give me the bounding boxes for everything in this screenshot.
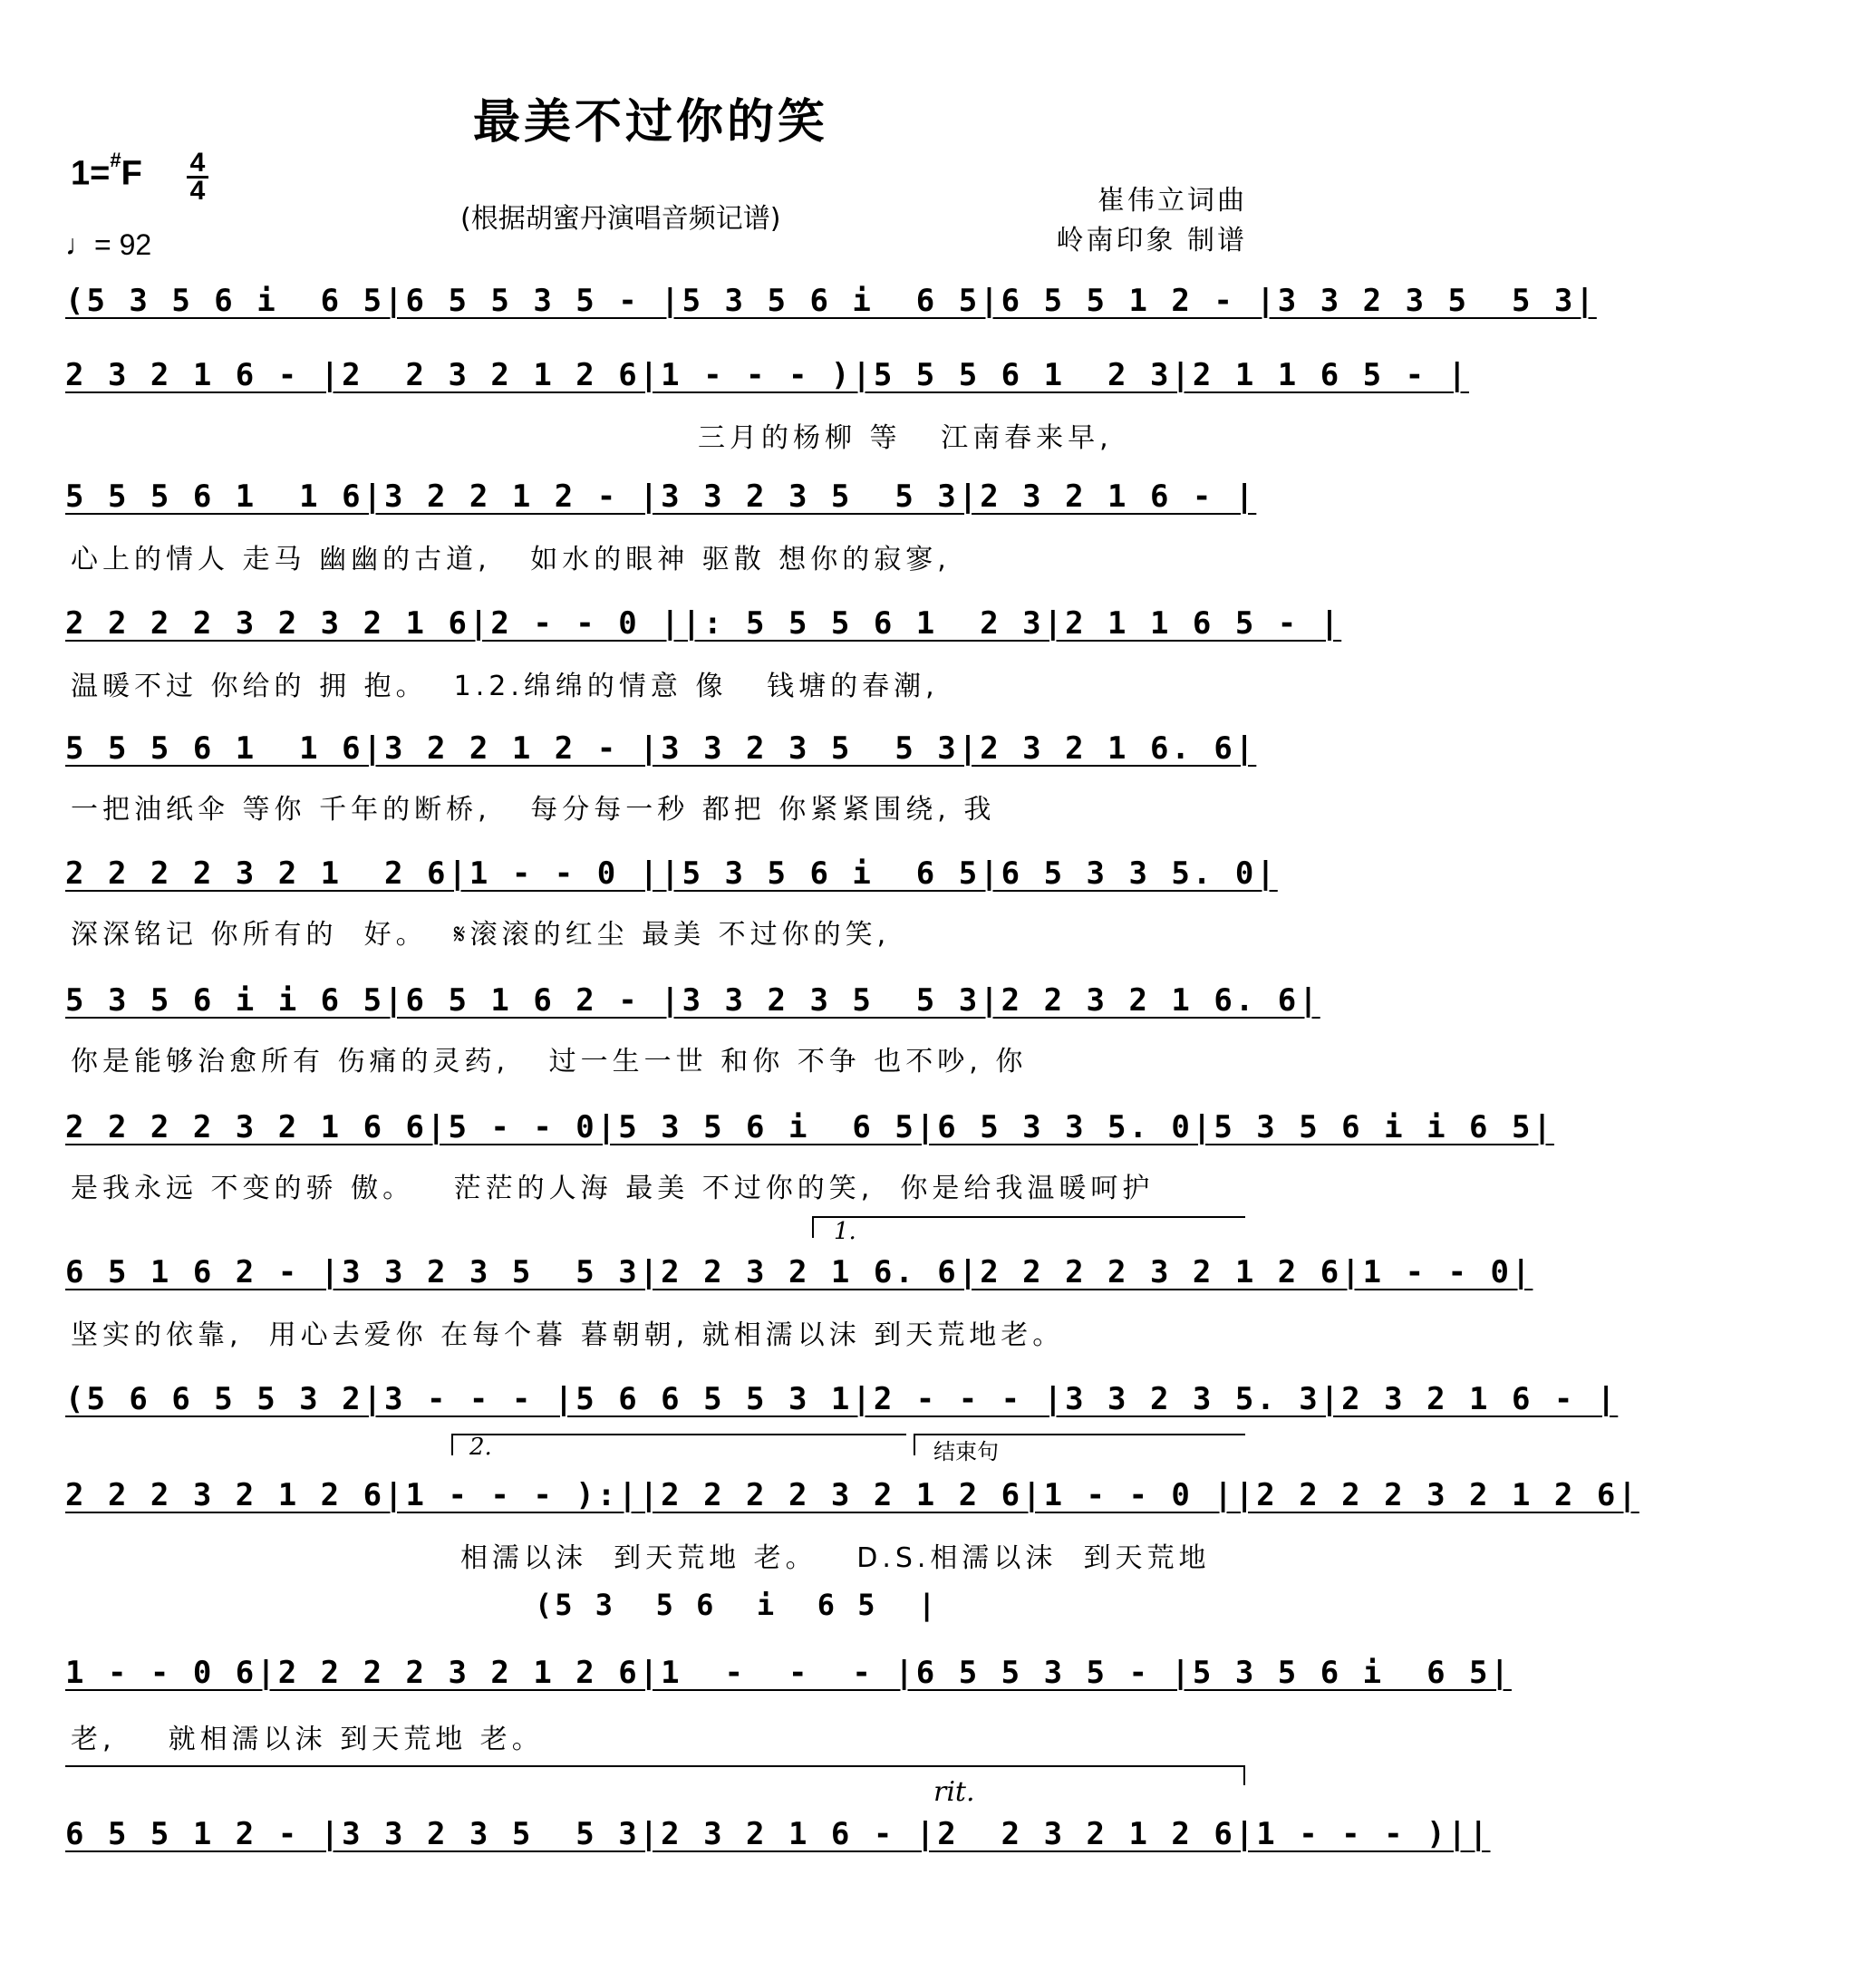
- score-line-11: 2 2 2 3 2 1 2 6|1 - - - ):||2 2 2 2 3 2 1 2 6|1 - - 0 ||2 2 2 2 3 2 1 2 6|: [65, 1477, 1639, 1513]
- volta-2-label: 2.: [469, 1434, 492, 1461]
- volta-2-bracket: [451, 1434, 906, 1455]
- ending-bracket: [65, 1765, 1245, 1785]
- tempo-marking: ♩= 92: [65, 228, 152, 261]
- lyric-line-8: 坚实的依靠, 用心去爱你 在每个暮 暮朝朝, 就相濡以沫 到天荒地老。: [71, 1319, 1065, 1351]
- score-line-3: 5 5 5 6 1 1 6|3 2 2 1 2 - |3 3 2 3 5 5 3|2 3 2 1 6 - |: [65, 478, 1257, 515]
- score-line-2: 2 3 2 1 6 - |2 2 3 2 1 2 6|1 - - - )|5 5 5 6 1 2 3|2 1 1 6 5 - |: [65, 357, 1470, 393]
- coda-label: 结束句: [933, 1439, 999, 1464]
- sharp-sign: #: [110, 149, 121, 171]
- score-line-10: (5 6 6 5 5 3 2|3 - - - |5 6 6 5 5 3 1|2 - - - |3 3 2 3 5. 3|2 3 2 1 6 - |: [65, 1381, 1619, 1417]
- volta-1-label: 1.: [834, 1218, 856, 1245]
- lyric-line-7: 是我永远 不变的骄 傲。 茫茫的人海 最美 不过你的笑, 你是给我温暖呵护: [71, 1173, 1155, 1204]
- lyric-line-5: 深深铭记 你所有的 好。 𝄋滚滚的红尘 最美 不过你的笑,: [71, 919, 891, 951]
- score-line-1: (5 3 5 6 i 6 5|6 5 5 3 5 - |5 3 5 6 i 6 5|6 5 5 1 2 - |3 3 2 3 5 5 3|: [65, 283, 1597, 319]
- score-line-8: 2 2 2 2 3 2 1 6 6|5 - - 0|5 3 5 6 i 6 5|6 5 3 3 5. 0|5 3 5 6 i i 6 5|: [65, 1109, 1554, 1145]
- volta-1-bracket: [812, 1216, 1245, 1238]
- lyric-line-1: 三月的杨柳 等 江南春来早,: [698, 422, 1113, 454]
- lyric-line-10: 老, 就相濡以沫 到天荒地 老。: [71, 1724, 544, 1755]
- key-signature: 1=#F: [71, 149, 142, 193]
- score-line-5: 5 5 5 6 1 1 6|3 2 2 1 2 - |3 3 2 3 5 5 3|2 3 2 1 6. 6|: [65, 730, 1257, 767]
- score-line-9: 6 5 1 6 2 - |3 3 2 3 5 5 3|2 2 3 2 1 6. 6|2 2 2 2 3 2 1 2 6|1 - - 0|: [65, 1254, 1533, 1290]
- lyric-line-2: 心上的情人 走马 幽幽的古道, 如水的眼神 驱散 想你的寂寥,: [71, 544, 951, 575]
- lyric-line-9: 相濡以沫 到天荒地 老。 D.S.相濡以沫 到天荒地: [460, 1542, 1211, 1574]
- time-signature: 4 4: [185, 150, 210, 204]
- credit-author: 崔伟立词曲: [1098, 185, 1247, 217]
- score-line-6: 2 2 2 2 3 2 1 2 6|1 - - 0 ||5 3 5 6 i 6 5|6 5 3 3 5. 0|: [65, 855, 1278, 892]
- score-line-12: 1 - - 0 6|2 2 2 2 3 2 1 2 6|1 - - - |6 5 5 3 5 - |5 3 5 6 i 6 5|: [65, 1655, 1512, 1691]
- credit-arranger: 岭南印象 制谱: [1056, 225, 1247, 256]
- lyric-line-3: 温暖不过 你给的 拥 抱。 1.2.绵绵的情意 像 钱塘的春潮,: [71, 671, 939, 702]
- intro-reprise: (5 3 5 6 i 6 5 |: [535, 1588, 939, 1622]
- lyric-line-4: 一把油纸伞 等你 千年的断桥, 每分每一秒 都把 你紧紧围绕, 我: [71, 794, 996, 826]
- page-title: 最美不过你的笑: [472, 94, 828, 150]
- score-line-7: 5 3 5 6 i i 6 5|6 5 1 6 2 - |3 3 2 3 5 5 3|2 2 3 2 1 6. 6|: [65, 982, 1320, 1019]
- subtitle: (根据胡蜜丹演唱音频记谱): [460, 203, 781, 235]
- score-line-13: 6 5 5 1 2 - |3 3 2 3 5 5 3|2 3 2 1 6 - |2 2 3 2 1 2 6|1 - - - )||: [65, 1816, 1491, 1852]
- lyric-line-6: 你是能够治愈所有 伤痛的灵药, 过一生一世 和你 不争 也不吵, 你: [71, 1046, 1028, 1077]
- score-line-4: 2 2 2 2 3 2 3 2 1 6|2 - - 0 ||: 5 5 5 6 1 2 3|2 1 1 6 5 - |: [65, 605, 1342, 642]
- rit-marking: rit.: [933, 1776, 975, 1808]
